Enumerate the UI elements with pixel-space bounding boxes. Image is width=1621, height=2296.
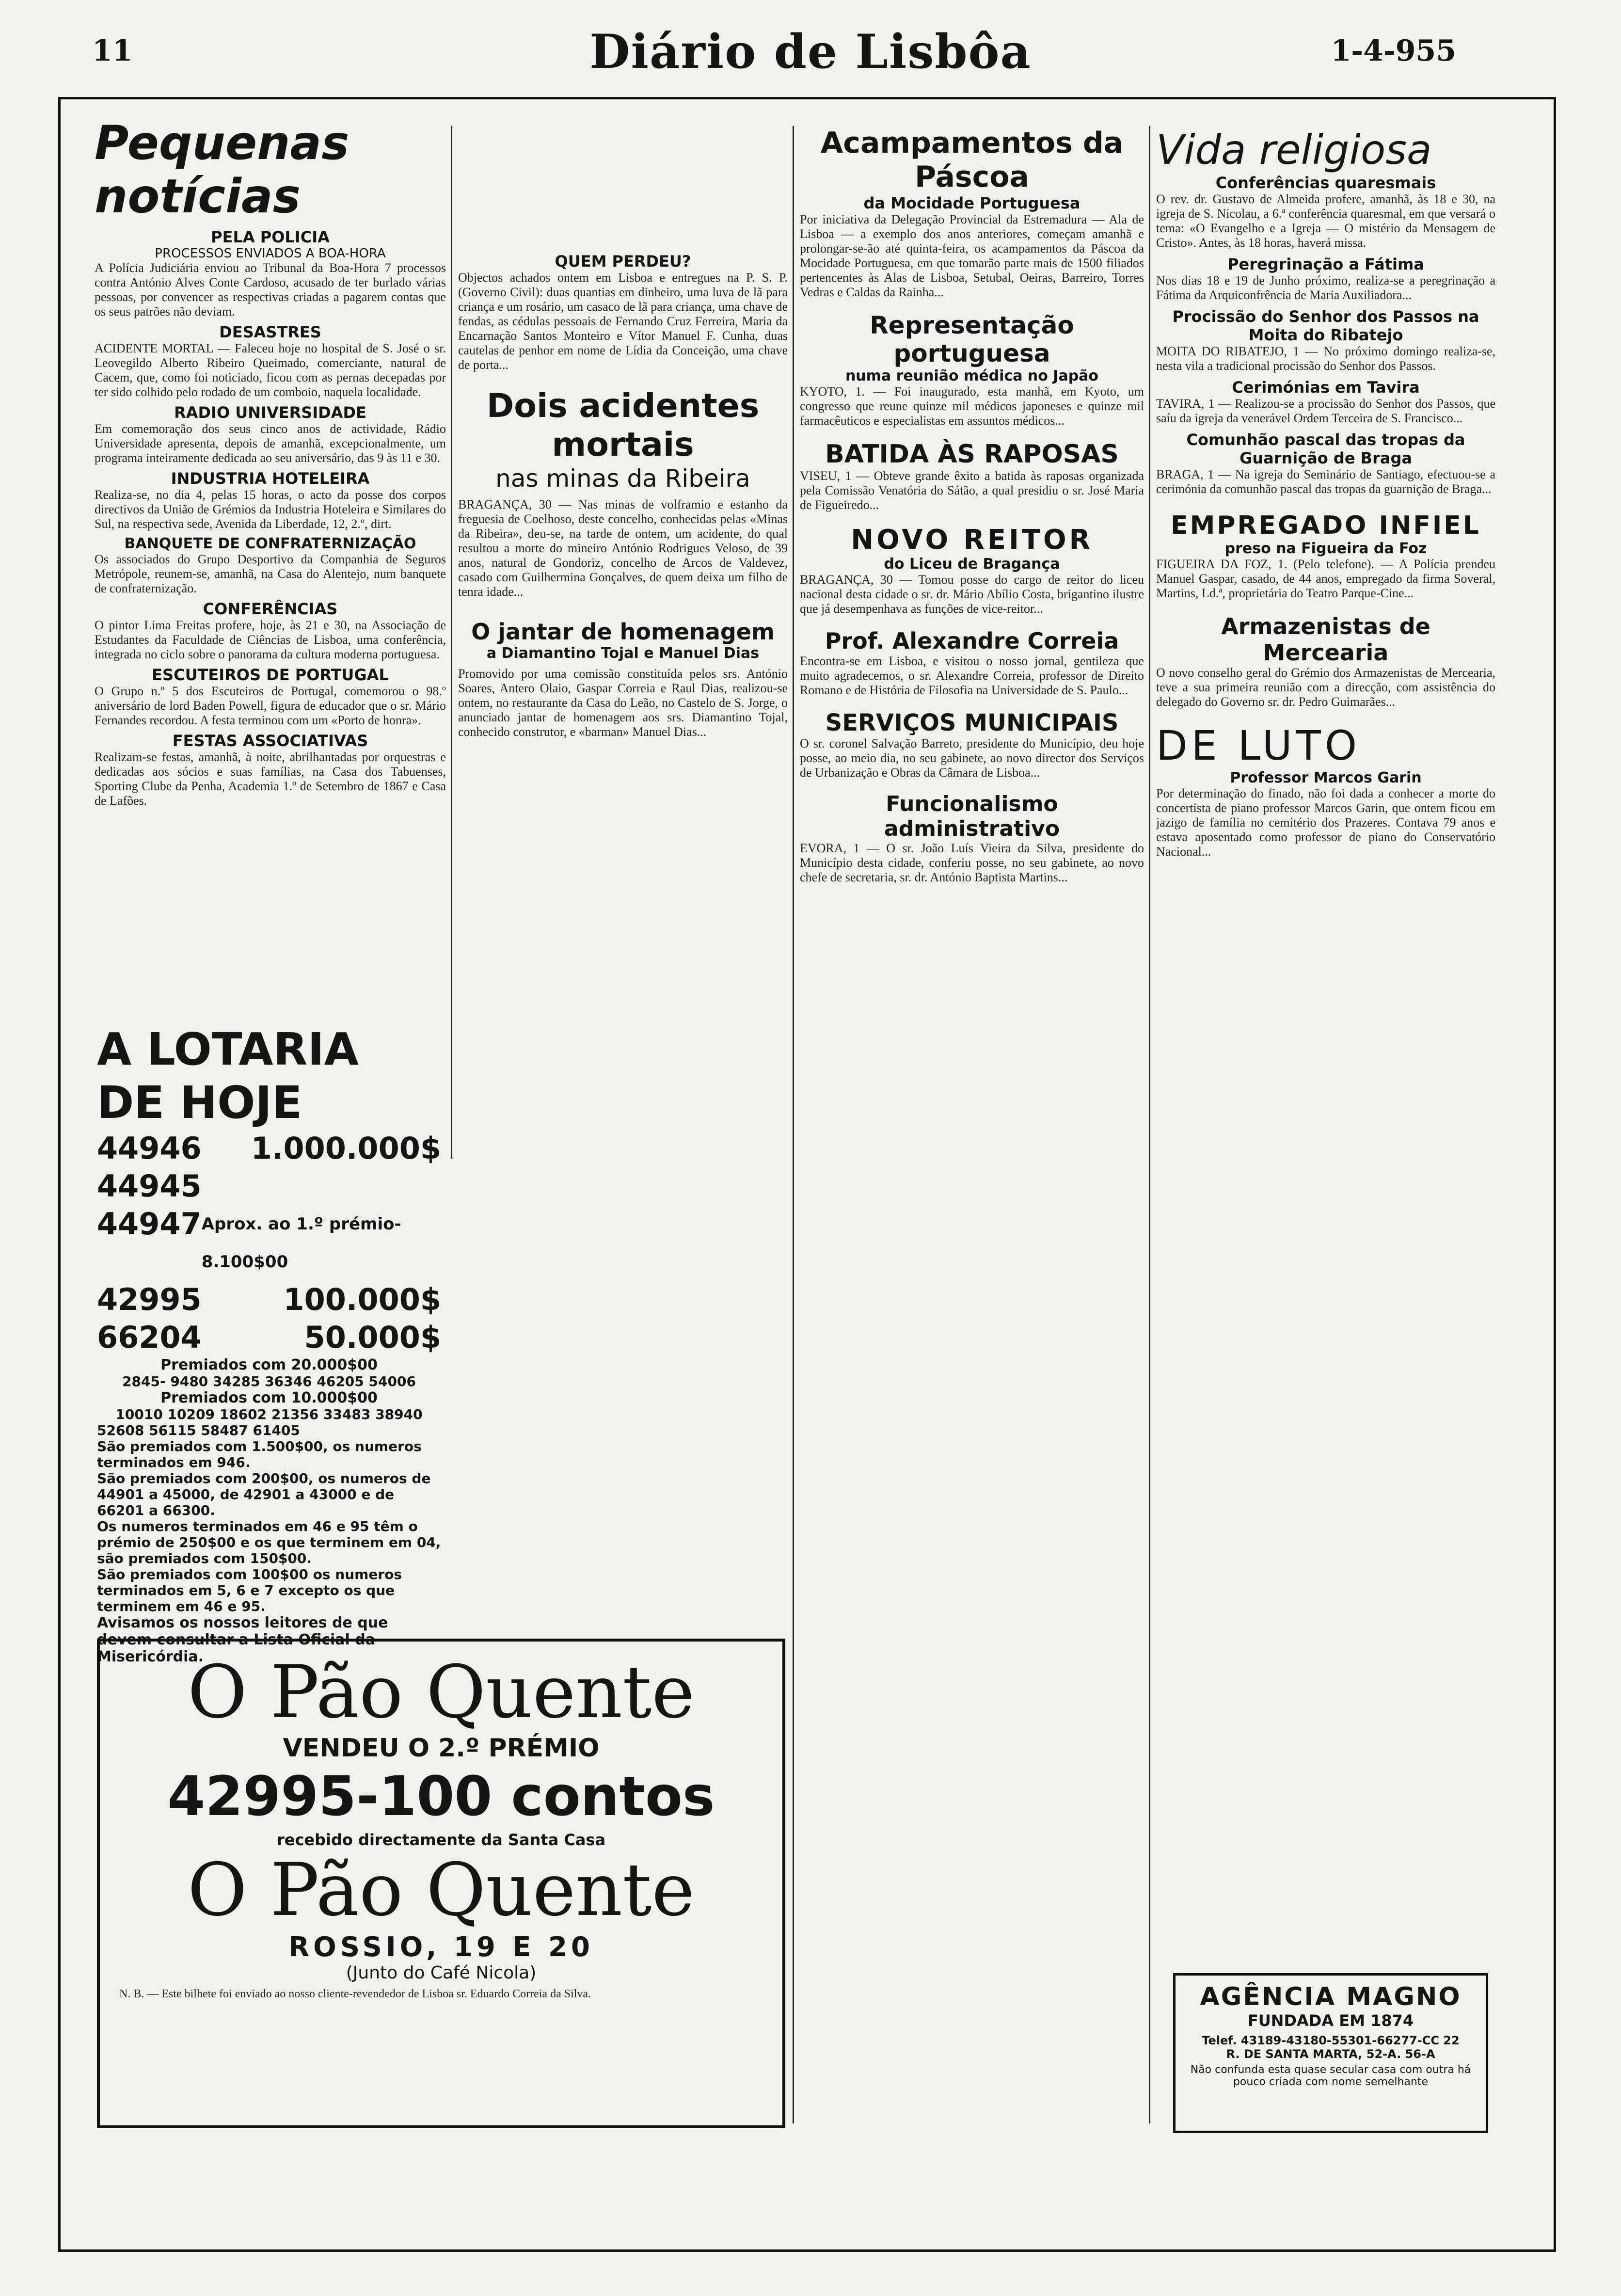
- page-number: 11: [92, 34, 133, 68]
- column-divider: [451, 126, 452, 1159]
- section-heading: Conferências quaresmais: [1215, 174, 1436, 192]
- section-heading: ESCUTEIROS DE PORTUGAL: [152, 666, 389, 684]
- lottery-rows: [97, 1130, 441, 1356]
- article-headline: Representação portuguesa: [870, 311, 1074, 367]
- section-heading: CONFERÊNCIAS: [203, 600, 338, 618]
- ad-address-note: (Junto do Café Nicola): [346, 1963, 537, 1983]
- article-text: BRAGA, 1 — Na igreja do Seminário de Santiago, efectuou-se a cerimónia da comunhão pascal das tropas da guarnição de Braga...: [1156, 467, 1495, 496]
- section-heading: FESTAS ASSOCIATIVAS: [172, 732, 368, 750]
- lottery-prize: Aprox. ao 1.º prémio-8.100$00: [201, 1214, 401, 1272]
- section-heading: PELA POLICIA: [211, 228, 330, 246]
- lottery-number: 66204: [97, 1320, 202, 1355]
- article-text: Realiza-se, no dia 4, pelas 15 horas, o acto da posse dos corpos directivos da União de Grémios da Industria Hoteleira e Similares do Sul, na respectiva sede, Avenida da Liberdade, 12, 2.º, dirt.: [95, 488, 446, 531]
- article-text: Os associados do Grupo Desportivo da Companhia de Seguros Metrópole, reunem-se, amanhã, na Casa do Alentejo, num banquete de confraternização.: [95, 552, 446, 595]
- article-headline: Armazenistas de Mercearia: [1221, 613, 1430, 666]
- article-text: O pintor Lima Freitas profere, hoje, às 21 e 30, na Associação de Estudantes da Faculdade de Ciências de Lisboa, uma conferência, integrada no ciclo sobre o panorama da cultura moderna portuguesa.: [95, 618, 446, 661]
- lottery-title: A LOTARIA DE HOJE: [97, 1023, 359, 1129]
- section-heading: RADIO UNIVERSIDADE: [174, 403, 366, 422]
- section-heading: INDUSTRIA HOTELEIRA: [171, 469, 370, 488]
- article-text: O sr. coronel Salvação Barreto, presidente do Município, deu hoje posse, ao meio dia, no seu gabinete, ao novo director dos Serviços de Urbanização e Obras da Câmara de Lisboa...: [800, 736, 1144, 780]
- magno-address: R. DE SANTA MARTA, 52-A. 56-A: [1226, 2047, 1435, 2061]
- lottery-row: [97, 1319, 441, 1356]
- lottery-warning: Avisamos os nossos leitores de que devem consultar a Lista Oficial da Misericórdia.: [97, 1614, 388, 1665]
- lottery-note: Os numeros terminados em 46 e 95 têm o prémio de 250$00 e os que terminem em 04, são premiados com 150$00.: [97, 1518, 441, 1566]
- lottery-note: São premiados com 200$00, os numeros de 44901 a 45000, de 42901 a 43000 e de 66201 a 66300.: [97, 1470, 431, 1518]
- news-column-3: [800, 126, 1144, 2128]
- issue-date: 1-4-955: [1331, 34, 1456, 68]
- article-headline: Funcionalismo administrativo: [884, 792, 1060, 841]
- lottery-note: São premiados com 100$00 os numeros terminados em 5, 6 e 7 excepto os que terminem em 46 e 95.: [97, 1566, 402, 1614]
- section-heading: Peregrinação a Fátima: [1227, 255, 1424, 273]
- magno-founded: FUNDADA EM 1874: [1247, 2011, 1414, 2030]
- article-subheadline: a Diamantino Tojal e Manuel Dias: [486, 645, 760, 662]
- lottery-number-list: 52608 56115 58487 61405: [97, 1422, 300, 1438]
- article-subheadline: da Mocidade Portuguesa: [863, 194, 1081, 212]
- lottery-subheading: Premiados com 10.000$00: [160, 1389, 378, 1406]
- lottery-number-list: 10010 10209 18602 21356 33483 38940: [115, 1406, 423, 1422]
- article-text: Encontra-se em Lisboa, e visitou o nosso jornal, gentileza que muito agradecemos, o sr. Alexandre Correia, professor de Direito Romano e de História de Filosofia na Universidade de S. Paulo...: [800, 654, 1144, 697]
- obituary-subheadline: Professor Marcos Garin: [1230, 769, 1422, 786]
- lottery-row: [97, 1167, 441, 1205]
- article-subheadline: nas minas da Ribeira: [495, 464, 750, 493]
- article-headline: NOVO REITOR: [851, 524, 1093, 556]
- lottery-note: São premiados com 1.500$00, os numeros terminados em 946.: [97, 1438, 422, 1470]
- magno-title: AGÊNCIA MAGNO: [1200, 1982, 1462, 2011]
- lottery-results: [97, 1023, 441, 1665]
- lottery-prize: 1.000.000$: [251, 1131, 441, 1166]
- article-text: VISEU, 1 — Obteve grande êxito a batida às raposas organizada pela Comissão Venatória do Sátão, a qual presidiu o sr. José Maria de Figueiredo...: [800, 469, 1144, 512]
- pao-quente-advertisement: [97, 1639, 785, 2128]
- religious-column: [1156, 126, 1495, 1968]
- ad-footnote: N. B. — Este bilhete foi enviado ao nosso cliente-revendedor de Lisboa sr. Eduardo Correia da Silva.: [119, 1988, 591, 2000]
- article-text: BRAGANÇA, 30 — Tomou posse do cargo de reitor do liceu nacional desta cidade o sr. dr. Mário Abílio Costa, brigantino ilustre que já desempenhava as funções de vice-reitor...: [800, 573, 1144, 616]
- article-text: O rev. dr. Gustavo de Almeida profere, amanhã, às 18 e 30, na igreja de S. Nicolau, a 6.ª conferência quaresmal, em que versará o tema: «O Evangelho e a Igreja — O mistério da Mensagem de Cristo». Antes, às 18 horas, haverá missa.: [1156, 192, 1495, 250]
- article-headline: BATIDA ÀS RAPOSAS: [825, 440, 1119, 469]
- lottery-prize: 100.000$: [283, 1282, 441, 1317]
- news-column-2: [458, 189, 788, 1619]
- section-heading: Procissão do Senhor dos Passos na Moita do Ribatejo: [1172, 307, 1479, 344]
- lottery-number: 42995: [97, 1282, 202, 1317]
- article-text: MOITA DO RIBATEJO, 1 — No próximo domingo realiza-se, nesta vila a tradicional procissão do Senhor dos Passos.: [1156, 344, 1495, 373]
- section-subheading: PROCESSOS ENVIADOS A BOA-HORA: [155, 246, 386, 261]
- lottery-prize: 50.000$: [304, 1320, 441, 1355]
- ad-address: ROSSIO, 19 E 20: [288, 1931, 594, 1963]
- magno-phone: Telef. 43189-43180-55301-66277-CC 22: [1202, 2034, 1460, 2047]
- article-text: EVORA, 1 — O sr. João Luís Vieira da Silva, presidente do Município desta cidade, conferiu posse, no seu gabinete, ao novo chefe de secretaria, sr. dr. António Baptista Martins...: [800, 841, 1144, 884]
- ad-line: recebido directamente da Santa Casa: [276, 1831, 606, 1849]
- religious-section-title: Vida religiosa: [1156, 126, 1432, 174]
- article-text: Em comemoração dos seus cinco anos de actividade, Rádio Universidade apresenta, depois de amanhã, excepcionalmente, um programa inteiramente dedicada ao seu aniversário, das 9 às 11 e 30.: [95, 422, 446, 465]
- section-heading: DESASTRES: [219, 323, 321, 341]
- lottery-subheading: Premiados com 20.000$00: [160, 1356, 378, 1373]
- article-text: O novo conselho geral do Grémio dos Armazenistas de Mercearia, teve a sua primeira reunião com a direcção, com assistência do delegado do Governo sr. dr. Pedro Guimarães...: [1156, 666, 1495, 709]
- ad-brand: O Pão Quente: [187, 1650, 695, 1735]
- article-text: KYOTO, 1. — Foi inaugurado, esta manhã, em Kyoto, um congresso que reune quinze mil médicos japoneses e quinze mil farmacêuticos e especialistas em assuntos médicos...: [800, 384, 1144, 428]
- lottery-number: 44946: [97, 1131, 202, 1166]
- article-text: TAVIRA, 1 — Realizou-se a procissão do Senhor dos Passos, que saíu da igreja da venerável Ordem Terceira de S. Francisco...: [1156, 397, 1495, 425]
- section-heading: Cerimónias em Tavira: [1232, 378, 1420, 397]
- column-divider: [793, 126, 794, 2123]
- lottery-row: [97, 1130, 441, 1167]
- newspaper-title: Diário de Lisbôa: [589, 24, 1032, 79]
- ad-amount: 42995-100 contos: [167, 1765, 715, 1828]
- article-headline: Dois acidentes mortais: [486, 387, 760, 464]
- article-text: O Grupo n.º 5 dos Escuteiros de Portugal, comemorou o 98.º aniversário de lord Baden Powell, figura de educador que o sr. Mário Fernandes recordou. A festa terminou com um «Porto de honra».: [95, 684, 446, 727]
- column-divider: [1149, 126, 1150, 2123]
- ad-brand: O Pão Quente: [187, 1848, 695, 1932]
- article-text: Promovido por uma comissão constituída pelos srs. António Soares, Antero Olaio, Gaspar Correia e Raul Dias, realizou-se ontem, no restaurante da Casa do Leão, no Castelo de S. Jorge, o anunciado jantar de homenagem aos srs. Diamantino Tojal, conhecido construtor, e «barman» Manuel Dias...: [458, 667, 788, 739]
- article-text: Por determinação do finado, não foi dada a conhecer a morte do concertista de piano professor Marcos Garin, que ontem ficou em jazigo de família no cemitério dos Prazeres. Contava 79 anos e estava aposentado como professor de piano do Conservatório Nacional...: [1156, 786, 1495, 859]
- small-news-title: Pequenas notícias: [95, 116, 350, 223]
- obituary-headline: DE LUTO: [1156, 722, 1361, 769]
- article-text: A Polícia Judiciária enviou ao Tribunal da Boa-Hora 7 processos contra António Alves Conte Cardoso, acusado de ter burlado várias pessoas, por convencer as respectivas criadas a pagarem contas que os seus patrões não deviam.: [95, 261, 446, 319]
- article-headline: Acampamentos da Páscoa: [820, 126, 1124, 194]
- article-subheadline: do Liceu de Bragança: [884, 556, 1060, 573]
- agencia-magno-advertisement: [1173, 1973, 1488, 2133]
- lottery-row: [97, 1205, 441, 1281]
- article-subheadline: preso na Figueira da Foz: [1224, 540, 1427, 557]
- article-text: Realizam-se festas, amanhã, à noite, abrilhantadas por orquestras e dedicadas aos sócios e suas famílias, na Casa dos Tabuenses, Sporting Clube da Penha, Academia 1.º de Setembro de 1867 e Casa de Lafões.: [95, 750, 446, 808]
- article-headline: SERVIÇOS MUNICIPAIS: [825, 709, 1119, 736]
- article-text: BRAGANÇA, 30 — Nas minas de volframio e estanho da freguesia de Coelhoso, deste concelho, conhecidas pelas «Minas da Ribeira», deu-se, na tarde de ontem, um acidente, do qual resultou a morte do mineiro António Rodrigues Veloso, de 39 anos, natural de Gondoriz, concelho de Arcos de Valdevez, casado com Guilhermina Gonçalves, de quem deixa um filho de tenra idade...: [458, 497, 788, 599]
- article-text: Por iniciativa da Delegação Provincial da Estremadura — Ala de Lisboa — a exemplo dos anos anteriores, começam amanhã e prolongar-se-ão até quinta-feira, os acampamentos da Páscoa da Mocidade Portuguesa, em que tomarão parte mais de 1500 filiados pertencentes às Alas de Lisboa, Setubal, Oeiras, Barreiro, Torres Vedras e Caldas da Rainha...: [800, 212, 1144, 299]
- ad-line: VENDEU O 2.º PRÉMIO: [283, 1734, 600, 1763]
- masthead: [0, 0, 1621, 87]
- lottery-number: 44945: [97, 1168, 202, 1204]
- article-text: FIGUEIRA DA FOZ, 1. (Pelo telefone). — A Polícia prendeu Manuel Gaspar, casado, de 44 anos, empregado da firma Soveral, Martins, Ld.ª, proprietária do Teatro Parque-Cine...: [1156, 557, 1495, 600]
- article-headline: O jantar de homenagem: [471, 619, 775, 645]
- lottery-row: [97, 1281, 441, 1319]
- article-headline: EMPREGADO INFIEL: [1171, 511, 1481, 540]
- article-subheadline: numa reunião médica no Japão: [845, 367, 1099, 384]
- small-news-column: [95, 116, 446, 1018]
- section-heading: QUEM PERDEU?: [555, 252, 691, 271]
- article-text: ACIDENTE MORTAL — Faleceu hoje no hospital de S. José o sr. Leovegildo Alberto Ribeiro Queimado, comerciante, natural de Cacem, que, como foi noticiado, ficou com as pernas decepadas por ter sido colhido pelo rodado de um comboio, naquela localidade.: [95, 341, 446, 399]
- magno-note: Não confunda esta quase secular casa com outra há pouco criada com nome semelhante: [1190, 2064, 1471, 2088]
- section-heading: Comunhão pascal das tropas da Guarnição de Braga: [1186, 430, 1465, 467]
- article-text: Objectos achados ontem em Lisboa e entregues na P. S. P. (Governo Civil): duas quantias em dinheiro, uma luva de lã para criança e um rosário, um casaco de lã para criança, uma chave de fendas, as cédulas pessoais de Fernando Cruz Ferreira, Maria da Encarnação Santos Monteiro e Vítor Manuel F. Cunha, duas cautelas de penhor em nome de Lídia da Conceição, uma chave de porta...: [458, 271, 788, 372]
- section-heading: BANQUETE DE CONFRATERNIZAÇÃO: [124, 535, 416, 552]
- article-headline: Prof. Alexandre Correia: [825, 628, 1119, 654]
- lottery-number-list: 2845- 9480 34285 36346 46205 54006: [122, 1373, 416, 1389]
- lottery-number: 44947: [97, 1206, 202, 1242]
- article-text: Nos dias 18 e 19 de Junho próximo, realiza-se a peregrinação a Fátima da Arquiconfrência de Maria Auxiliadora...: [1156, 273, 1495, 302]
